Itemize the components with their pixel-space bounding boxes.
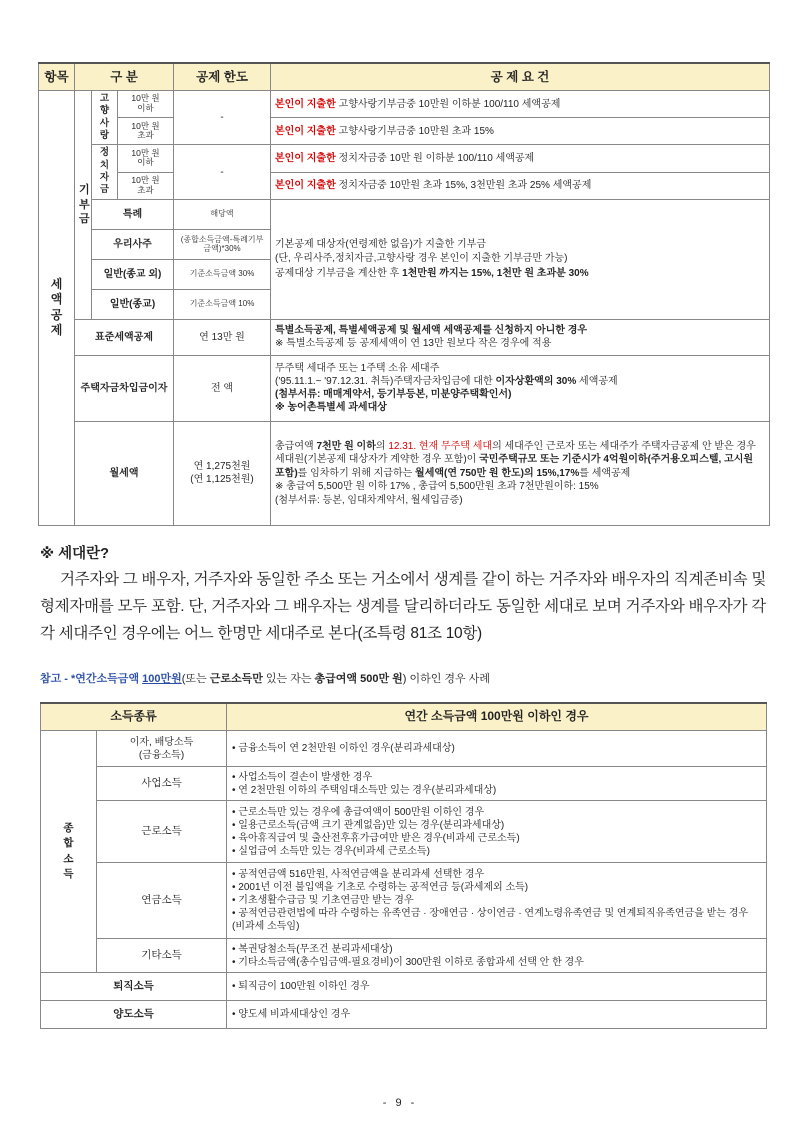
monthly-rent-label: 월세액 (75, 421, 174, 525)
donation-group-label: 기 부 금 (75, 91, 92, 320)
table-row (39, 319, 770, 355)
income-row-items (227, 973, 767, 1001)
list-item: • 사업소득이 결손이 발생한 경우 (232, 771, 761, 784)
table-row (39, 172, 770, 199)
transfer-income-label: 양도소득 (41, 1001, 227, 1029)
ourstock-label: 우리사주 (92, 229, 174, 259)
header-item: 항목 (39, 63, 75, 91)
header-requirements: 공 제 요 건 (271, 63, 770, 91)
header-income-condition: 연간 소득금액 100만원 이하인 경우 (227, 703, 767, 731)
list-item: • 양도세 비과세대상인 경우 (232, 1008, 761, 1021)
standard-credit-label: 표준세액공제 (75, 319, 174, 355)
donation-req-line: 공제대상 기부금을 계산한 후 1천만원 까지는 15%, 1천만 원 초과분 30% (275, 267, 589, 279)
list-item: • 공적연금액 516만원, 사적연금액을 분리과세 선택한 경우 (232, 868, 761, 881)
income-row-items (227, 863, 767, 939)
housing-req-line: ('95.11.1.~ '97.12.31. 취득)주택자금차입금에 대한 이자상환액의 30% 세액공제 (275, 376, 618, 388)
income-row-items (227, 939, 767, 973)
hometown-sub-under: 10만 원 이하 (118, 91, 174, 118)
ourstock-limit: (종합소득금액-특례기부금액)*30% (174, 229, 271, 259)
list-item: • 공적연금관련법에 따라 수령하는 유족연금 · 장애연금 · 상이연금 · 연계노령유족연금 및 연계퇴직유족연금을 받는 경우(비과세 소득임) (232, 907, 761, 933)
list-item: • 육아휴직급여 및 출산전후휴가급여만 받은 경우(비과세 근로소득) (232, 832, 761, 845)
list-item: • 일용근로소득(금액 크기 관계없음)만 있는 경우(분리과세대상) (232, 819, 761, 832)
monthly-rent-limit: 연 1,275천원 (연 1,125천원) (174, 421, 271, 525)
household-note-body: 거주자와 그 배우자, 거주자와 동일한 주소 또는 거소에서 생계를 같이 하는 거주자와 배우자의 직계존비속 및 형제자매를 모두 포함. 단, 거주자와 그 배우자는 생계를 달리하더라도 동일한 세대로 보며 거주자와 배우자가 각각 세대주인 경우에는 어느 한명만 세대주로 본다(조특령 81조 10항) (40, 571, 766, 642)
table-row (41, 801, 767, 863)
political-sub-under: 10만 원 이하 (118, 145, 174, 172)
header-income-type: 소득종류 (41, 703, 227, 731)
retirement-income-label: 퇴직소득 (41, 973, 227, 1001)
income-row-label: 연금소득 (97, 863, 227, 939)
list-item: • 기타소득금액(총수입금액-필요경비)이 300만원 이하로 종합과세 선택 안 한 경우 (232, 956, 761, 969)
list-item: • 기초생활수급금 및 기초연금만 받는 경우 (232, 894, 761, 907)
table-row (41, 767, 767, 801)
comprehensive-income-label: 종 합 소 득 (41, 731, 97, 973)
income-row-label: 기타소득 (97, 939, 227, 973)
monthly-rent-requirements (271, 421, 770, 525)
housing-req-line: ※ 농어촌특별세 과세대상 (275, 402, 387, 414)
reference-caption: 참고 - *연간소득금액 100만원(또는 근로소득만 있는 자는 총급여액 500만 원) 이하인 경우 사례 (40, 673, 490, 685)
general-religious-label: 일반(종교) (92, 289, 174, 319)
hometown-label: 고향 사랑 (92, 91, 118, 145)
list-item: • 연 2천만원 이하의 주택임대소득만 있는 경우(분리과세대상) (232, 784, 761, 797)
housing-interest-limit: 전 액 (174, 355, 271, 421)
political-requirement-2: 본인이 지출한 정치자금중 10만원 초과 15%, 3천만원 초과 25% 세액공제 (271, 172, 770, 199)
general-other-label: 일반(종교 외) (92, 259, 174, 289)
standard-credit-requirements (271, 319, 770, 355)
political-requirement-1: 본인이 지출한 정치자금중 10만 원 이하분 100/110 세액공제 (271, 145, 770, 172)
income-row-items (227, 1001, 767, 1029)
reference-amount: 100만원 (142, 673, 182, 685)
rent-req-line: (첨부서류: 등본, 임대차계약서, 월세입금증) (275, 494, 463, 506)
list-item: • 실업급여 소득만 있는 경우(비과세 근로소득) (232, 845, 761, 858)
reference-lead: 참고 - *연간소득금액 (40, 673, 143, 685)
income-row-items (227, 801, 767, 863)
housing-req-line: 무주택 세대주 또는 1주택 소유 세대주 (275, 363, 440, 375)
income-row-items (227, 731, 767, 767)
standard-credit-limit: 연 13만 원 (174, 319, 271, 355)
housing-req-line: (첨부서류: 매매계약서, 등기부등본, 미분양주택확인서) (275, 389, 512, 401)
standard-req-line: 특별소득공제, 특별세액공제 및 월세액 세액공제를 신청하지 아니한 경우 (275, 325, 588, 337)
housing-interest-label: 주택자금차입금이자 (75, 355, 174, 421)
special-donation-limit: 해당액 (174, 199, 271, 229)
list-item: • 복권당첨소득(무조건 분리과세대상) (232, 943, 761, 956)
table-row (39, 199, 770, 229)
header-limit: 공제 한도 (174, 63, 271, 91)
political-label: 정치 자금 (92, 145, 118, 199)
tax-credit-table (38, 62, 770, 526)
hometown-sub-over: 10만 원 초과 (118, 118, 174, 145)
general-religious-limit: 기준소득금액 10% (174, 289, 271, 319)
income-row-label: 이자, 배당소득 (금융소득) (97, 731, 227, 767)
table-row (39, 355, 770, 421)
table-row (39, 421, 770, 525)
general-other-limit: 기준소득금액 30% (174, 259, 271, 289)
hometown-requirement-1: 본인이 지출한 고향사랑기부금중 10만원 이하분 100/110 세액공제 (271, 91, 770, 118)
list-item: • 퇴직금이 100만원 이하인 경우 (232, 980, 761, 993)
political-limit: - (174, 145, 271, 199)
list-item: • 금융소득이 연 2천만원 이하인 경우(분리과세대상) (232, 742, 761, 755)
income-type-table (40, 702, 767, 1029)
header-category: 구 분 (75, 63, 174, 91)
table-row (39, 145, 770, 172)
special-donation-label: 특례 (92, 199, 174, 229)
housing-interest-requirements (271, 355, 770, 421)
table-header-row (41, 703, 767, 731)
income-row-label: 근로소득 (97, 801, 227, 863)
table-row (39, 91, 770, 118)
household-note-title: ※ 세대란? (40, 546, 110, 562)
table-row (41, 973, 767, 1001)
hometown-limit: - (174, 91, 271, 145)
page-number: - 9 - (382, 1097, 418, 1109)
table-row (39, 118, 770, 145)
table-row (41, 731, 767, 767)
rent-req-line: ※ 총급여 5,500만 원 이하 17% , 총급여 5,500만원 초과 7천만원이하: 15% (275, 481, 599, 492)
political-sub-over: 10만 원 초과 (118, 172, 174, 199)
donation-requirements (271, 199, 770, 319)
donation-req-line: 기본공제 대상자(연령제한 없음)가 지출한 기부금 (275, 238, 486, 250)
list-item: • 근로소득만 있는 경우에 총급여액이 500만원 이하인 경우 (232, 806, 761, 819)
rent-req-para: 총급여액 7천만 원 이하의 12.31. 현재 무주택 세대의 세대주인 근로자 또는 세대주가 주택자금공제 안 받은 경우 세대원(기본공제 대상자가 계약한 경우 포함)이 국민주택규모 또는 기준시가 4억원이하(주거용오피스텔, 고시원 포함)를 임차하기 위해 지급하는 월세액(연 750만 원 한도)의 15%,17%를 세액공제 (275, 440, 756, 479)
income-row-items (227, 767, 767, 801)
table-row (41, 863, 767, 939)
tax-credit-label: 세 액 공 제 (39, 91, 75, 526)
standard-req-line: ※ 특별소득공제 등 공제세액이 연 13만 원보다 작은 경우에 적용 (275, 338, 552, 350)
hometown-requirement-2: 본인이 지출한 고향사랑기부금중 10만원 초과 15% (271, 118, 770, 145)
income-row-label: 사업소득 (97, 767, 227, 801)
table-row (41, 939, 767, 973)
donation-req-line: (단, 우리사주,정치자금,고향사랑 경우 본인이 지출한 기부금만 가능) (275, 253, 568, 264)
table-row (41, 1001, 767, 1029)
table-header-row (39, 63, 770, 91)
list-item: • 2001년 이전 불입액을 기초로 수령하는 공적연금 등(과세제외 소득) (232, 881, 761, 894)
